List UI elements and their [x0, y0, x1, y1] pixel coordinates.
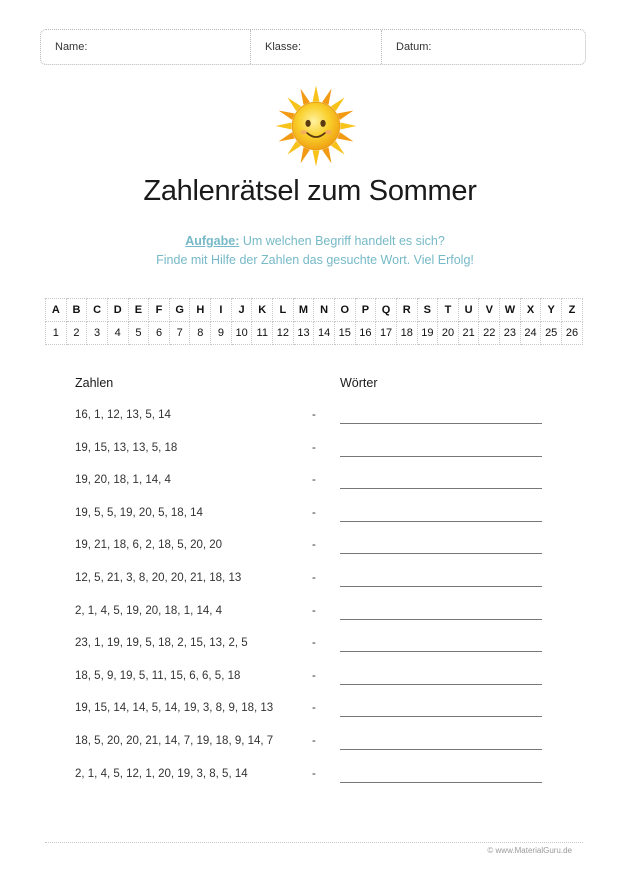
alphabet-letter: P	[355, 299, 376, 322]
date-field[interactable]	[381, 30, 585, 64]
alphabet-letter: O	[334, 299, 355, 322]
row-dash: -	[312, 735, 316, 747]
sun-ray	[340, 123, 356, 130]
alphabet-letter: C	[87, 299, 108, 322]
number-sequence: 2, 1, 4, 5, 12, 1, 20, 19, 3, 8, 5, 14	[75, 767, 248, 780]
alphabet-number: 20	[438, 322, 459, 345]
alphabet-letter: R	[396, 299, 417, 322]
puzzle-row	[0, 670, 620, 690]
answer-line[interactable]	[340, 619, 542, 620]
puzzle-row	[0, 442, 620, 462]
alphabet-number: 1	[46, 322, 67, 345]
alphabet-number: 8	[190, 322, 211, 345]
number-sequence: 2, 1, 4, 5, 19, 20, 18, 1, 14, 4	[75, 604, 223, 617]
puzzle-row	[0, 409, 620, 429]
alphabet-letter: E	[128, 299, 149, 322]
class-label: Klasse:	[265, 41, 302, 53]
alphabet-number: 15	[334, 322, 355, 345]
page-title: Zahlenrätsel zum Sommer	[143, 175, 477, 207]
column-header-numbers: Zahlen	[75, 376, 114, 390]
task-instructions	[0, 232, 620, 270]
alphabet-number: 12	[273, 322, 294, 345]
alphabet-number: 13	[293, 322, 314, 345]
sun-icon	[272, 82, 360, 170]
sun-ray	[337, 132, 353, 141]
answer-line[interactable]	[340, 456, 542, 457]
alphabet-number: 23	[500, 322, 521, 345]
task-question: Um welchen Begriff handelt es sich?	[242, 234, 445, 248]
row-dash: -	[312, 572, 316, 584]
answer-line[interactable]	[340, 782, 542, 783]
number-sequence: 16, 1, 12, 13, 5, 14	[75, 409, 171, 421]
alphabet-number: 4	[107, 322, 128, 345]
date-label: Datum:	[396, 41, 432, 53]
sun-ray	[279, 132, 295, 141]
header-box	[40, 29, 586, 65]
answer-line[interactable]	[340, 423, 542, 424]
task-line-2: Finde mit Hilfe der Zahlen das gesuchte Wort. Viel Erfolg!	[156, 253, 474, 267]
alphabet-letter: W	[500, 299, 521, 322]
column-header-words: Wörter	[340, 376, 378, 390]
alphabet-letter: S	[417, 299, 438, 322]
puzzle-row	[0, 572, 620, 592]
row-dash: -	[312, 702, 316, 715]
row-dash: -	[312, 539, 316, 552]
alphabet-number: 7	[169, 322, 190, 345]
row-dash: -	[312, 604, 316, 617]
alphabet-letter: U	[458, 299, 479, 322]
number-sequence: 19, 21, 18, 6, 2, 18, 5, 20, 20	[75, 539, 223, 552]
sun-ray	[322, 89, 331, 105]
alphabet-letter: X	[520, 299, 541, 322]
letter-row	[46, 299, 583, 322]
name-field[interactable]	[41, 30, 250, 64]
footer-copyright: © www.MaterialGuru.de	[487, 846, 572, 855]
alphabet-letter: H	[190, 299, 211, 322]
sun-ray	[301, 89, 310, 105]
number-sequence: 18, 5, 20, 20, 21, 14, 7, 19, 18, 9, 14, 7	[75, 735, 274, 747]
alphabet-number: 26	[562, 322, 583, 345]
alphabet-letter: I	[211, 299, 232, 322]
alphabet-letter: D	[107, 299, 128, 322]
alphabet-letter: Y	[541, 299, 562, 322]
alphabet-letter: J	[231, 299, 252, 322]
footer-divider	[45, 842, 583, 843]
alphabet-table	[45, 298, 583, 345]
answer-line[interactable]	[340, 586, 542, 587]
class-field[interactable]	[250, 30, 381, 64]
sun-ray	[276, 123, 292, 130]
alphabet-letter: T	[438, 299, 459, 322]
sun-ray	[337, 111, 353, 120]
number-sequence: 19, 5, 5, 19, 20, 5, 18, 14	[75, 506, 203, 519]
alphabet-letter: A	[46, 299, 67, 322]
answer-line[interactable]	[340, 684, 542, 685]
sun-ray	[301, 147, 310, 163]
alphabet-letter: N	[314, 299, 335, 322]
puzzle-row	[0, 637, 620, 657]
puzzle-row	[0, 605, 620, 625]
alphabet-number: 6	[149, 322, 170, 345]
row-dash: -	[312, 637, 316, 650]
alphabet-number: 21	[458, 322, 479, 345]
alphabet-number: 19	[417, 322, 438, 345]
alphabet-number: 10	[231, 322, 252, 345]
answer-line[interactable]	[340, 716, 542, 717]
puzzle-row	[0, 768, 620, 788]
alphabet-letter: V	[479, 299, 500, 322]
answer-line[interactable]	[340, 488, 542, 489]
name-label: Name:	[55, 41, 88, 53]
alphabet-number: 5	[128, 322, 149, 345]
puzzle-row	[0, 539, 620, 559]
sun-ray	[279, 111, 295, 120]
number-sequence: 19, 15, 13, 13, 5, 18	[75, 441, 178, 454]
number-sequence: 19, 20, 18, 1, 14, 4	[75, 474, 171, 487]
row-dash: -	[312, 409, 316, 421]
alphabet-number: 9	[211, 322, 232, 345]
puzzle-row	[0, 507, 620, 527]
row-dash: -	[312, 441, 316, 454]
alphabet-number: 11	[252, 322, 273, 345]
alphabet-letter: M	[293, 299, 314, 322]
answer-line[interactable]	[340, 553, 542, 554]
puzzle-row	[0, 735, 620, 755]
row-dash: -	[312, 669, 316, 682]
alphabet-letter: K	[252, 299, 273, 322]
alphabet-number: 16	[355, 322, 376, 345]
alphabet-number: 17	[376, 322, 397, 345]
alphabet-letter: L	[273, 299, 294, 322]
number-sequence: 19, 15, 14, 14, 5, 14, 19, 3, 8, 9, 18, 13	[75, 702, 274, 715]
sun-ray	[322, 147, 331, 163]
alphabet-number: 2	[66, 322, 87, 345]
alphabet-letter: Z	[562, 299, 583, 322]
number-sequence: 12, 5, 21, 3, 8, 20, 20, 21, 18, 13	[75, 572, 242, 584]
row-dash: -	[312, 506, 316, 519]
answer-line[interactable]	[340, 521, 542, 522]
answer-line[interactable]	[340, 749, 542, 750]
alphabet-number: 25	[541, 322, 562, 345]
number-sequence: 18, 5, 9, 19, 5, 11, 15, 6, 6, 5, 18	[75, 669, 241, 682]
alphabet-number: 18	[396, 322, 417, 345]
number-sequence: 23, 1, 19, 19, 5, 18, 2, 15, 13, 2, 5	[75, 637, 248, 650]
task-line-1	[0, 232, 620, 251]
alphabet-number: 22	[479, 322, 500, 345]
puzzle-row	[0, 474, 620, 494]
alphabet-letter: G	[169, 299, 190, 322]
row-dash: -	[312, 474, 316, 487]
alphabet-number: 3	[87, 322, 108, 345]
alphabet-letter: F	[149, 299, 170, 322]
answer-line[interactable]	[340, 651, 542, 652]
row-dash: -	[312, 767, 316, 780]
sun-ray	[313, 150, 320, 166]
alphabet-letter: Q	[376, 299, 397, 322]
puzzle-row	[0, 702, 620, 722]
alphabet-number: 14	[314, 322, 335, 345]
number-row	[46, 322, 583, 345]
sun-ray	[313, 86, 320, 102]
alphabet-letter: B	[66, 299, 87, 322]
alphabet-number: 24	[520, 322, 541, 345]
task-label: Aufgabe:	[185, 234, 240, 248]
